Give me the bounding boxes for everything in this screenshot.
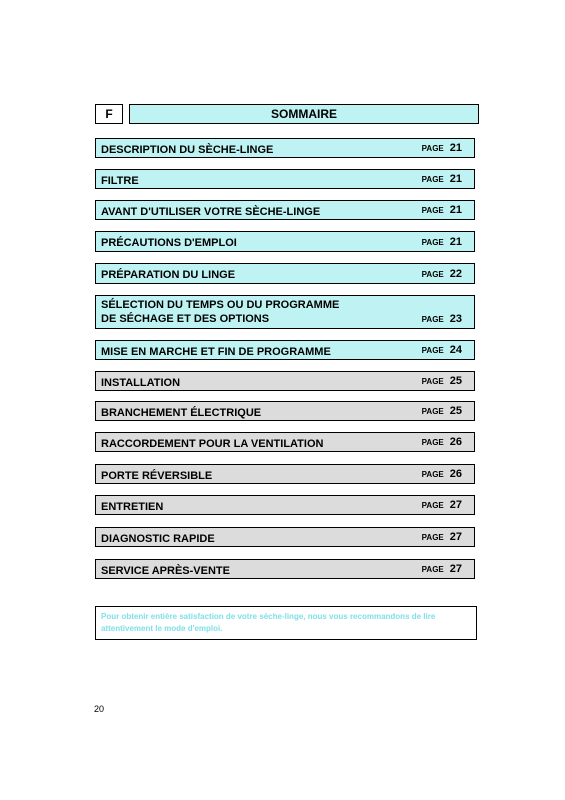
toc-item-page: 21: [449, 236, 462, 248]
toc-item-label: ENTRETIEN: [101, 501, 164, 513]
toc-item-label: PRÉPARATION DU LINGE: [101, 269, 236, 281]
toc-item-label: PRÉCAUTIONS D'EMPLOI: [101, 237, 237, 249]
page-title: SOMMAIRE: [129, 104, 479, 124]
page-word: PAGE: [421, 206, 444, 215]
toc-item-page: 22: [449, 268, 462, 280]
toc-item[interactable]: [95, 295, 475, 329]
toc-item-label: DESCRIPTION DU SÈCHE-LINGE: [101, 144, 274, 156]
toc-item[interactable]: [95, 231, 475, 252]
toc-item-page: 24: [449, 344, 462, 356]
toc-item-label: PORTE RÉVERSIBLE: [101, 470, 213, 482]
page-word: PAGE: [421, 533, 444, 542]
recommendation-note: Pour obtenir entière satisfaction de votre sèche-linge, nous vous recommandons de lire attentivement le mode d'emploi.: [95, 606, 477, 640]
toc-item-label: MISE EN MARCHE ET FIN DE PROGRAMME: [101, 346, 331, 358]
page-word: PAGE: [421, 144, 444, 153]
toc-item[interactable]: [95, 371, 475, 391]
toc-item-label: SÉLECTION DU TEMPS OU DU PROGRAMME DE SÉCHAGE ET DES OPTIONS: [101, 299, 340, 325]
toc-item-page: 21: [449, 173, 462, 185]
page-word: PAGE: [421, 346, 444, 355]
toc-item[interactable]: [95, 169, 475, 189]
toc-item[interactable]: [95, 200, 475, 220]
toc-item-label: AVANT D'UTILISER VOTRE SÈCHE-LINGE: [101, 206, 321, 218]
toc-item-page: 21: [449, 142, 462, 154]
page-word: PAGE: [421, 377, 444, 386]
toc-item-page: 25: [449, 375, 462, 387]
page-word: PAGE: [421, 407, 444, 416]
page-word: PAGE: [421, 501, 444, 510]
page-word: PAGE: [421, 438, 444, 447]
toc-item-label: RACCORDEMENT POUR LA VENTILATION: [101, 438, 324, 450]
toc-item-label: BRANCHEMENT ÉLECTRIQUE: [101, 407, 262, 419]
toc-item[interactable]: [95, 495, 475, 515]
toc-header: [95, 104, 479, 124]
toc-item[interactable]: [95, 559, 475, 579]
toc-item[interactable]: [95, 263, 475, 284]
page-word: PAGE: [421, 565, 444, 574]
toc-item[interactable]: [95, 464, 475, 484]
toc-item-page: 27: [449, 531, 462, 543]
page-word: PAGE: [421, 315, 444, 324]
toc-item-page: 27: [449, 499, 462, 511]
page-word: PAGE: [421, 470, 444, 479]
page-word: PAGE: [421, 270, 444, 279]
toc-item-label: INSTALLATION: [101, 377, 181, 389]
toc-item[interactable]: [95, 401, 475, 421]
toc-item-page: 21: [449, 204, 462, 216]
page-word: PAGE: [421, 238, 444, 247]
toc-item-page: 26: [449, 436, 462, 448]
toc-item-page: 27: [449, 563, 462, 575]
toc-item-page: 25: [449, 405, 462, 417]
toc-item[interactable]: [95, 340, 475, 360]
toc-item-page: 26: [449, 468, 462, 480]
toc-item[interactable]: [95, 527, 475, 547]
language-label: F: [95, 104, 123, 124]
page-number: 20: [94, 704, 105, 714]
toc-item[interactable]: [95, 138, 475, 158]
toc-item[interactable]: [95, 432, 475, 452]
toc-item-label: DIAGNOSTIC RAPIDE: [101, 533, 215, 545]
toc-item-page: 23: [449, 313, 462, 325]
page-word: PAGE: [421, 175, 444, 184]
toc-item-label: FILTRE: [101, 175, 139, 187]
toc-item-label: SERVICE APRÈS-VENTE: [101, 565, 230, 577]
